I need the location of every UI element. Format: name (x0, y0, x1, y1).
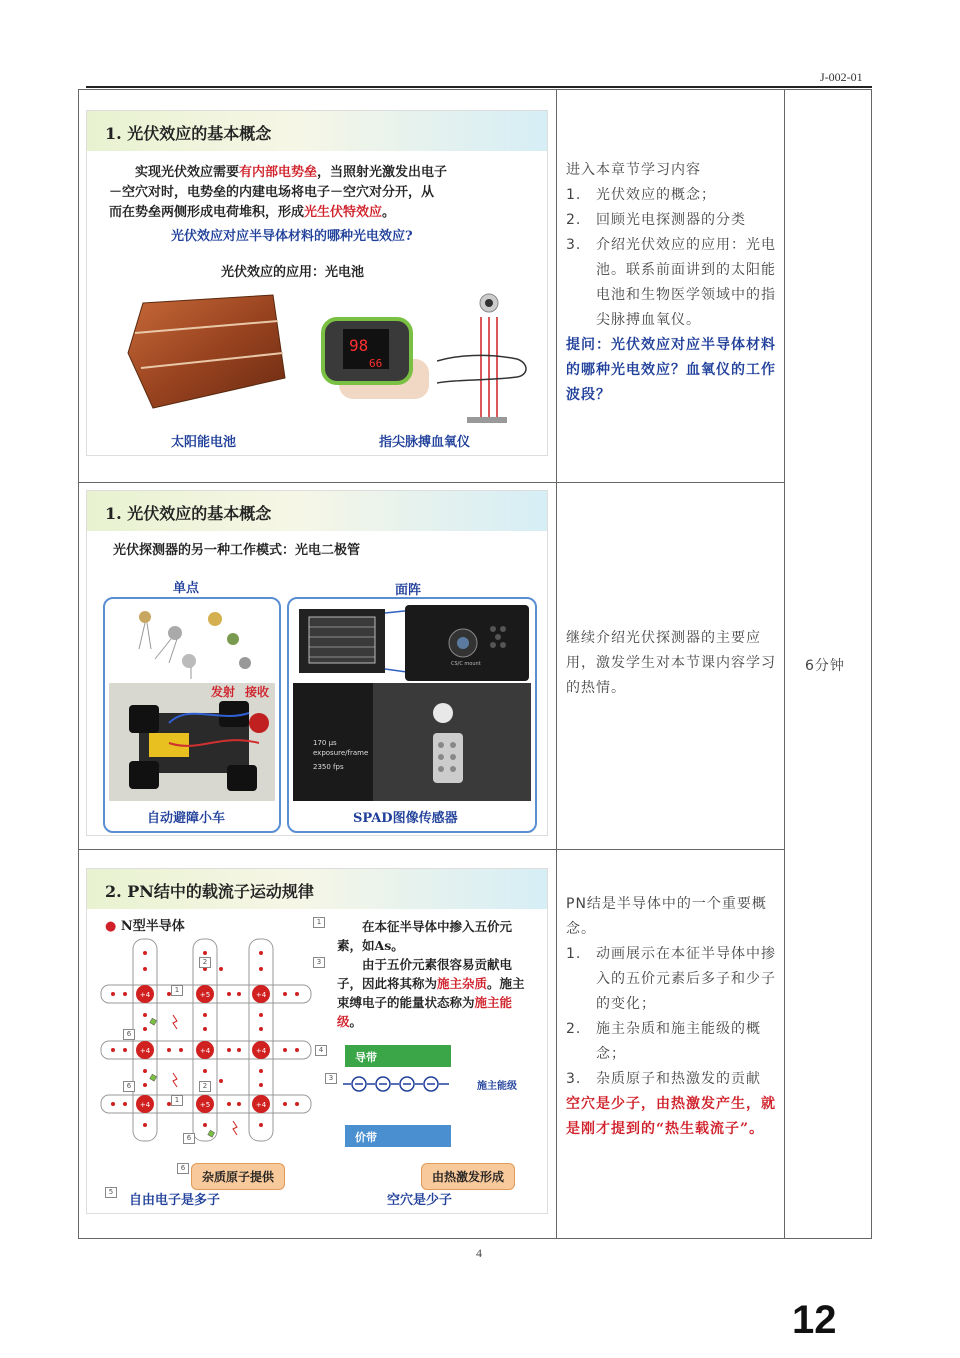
notes-item: 3. 介绍光伏效应的应用：光电池。联系前面讲到的太阳能电池和生物医学领域中的指尖脉搏血氧仪。 (566, 237, 776, 328)
caption-robot-car: 自动避障小车 (147, 811, 226, 826)
finger-light-diagram (437, 289, 542, 429)
oximeter-image (319, 309, 429, 414)
solar-cell-image (123, 293, 288, 411)
notes-item: 1. 光伏效应的概念； (566, 187, 716, 203)
page-number: 4 (476, 1246, 482, 1260)
notes-item: 3. 杂质原子和热激发的贡献 (566, 1071, 761, 1087)
teaching-notes-2: 继续介绍光伏探测器的主要应用，激发学生对本节课内容学习的热情。 (566, 630, 776, 696)
notes-intro: PN结是半导体中的一个重要概念。 (566, 896, 767, 937)
conduction-band: 导带 (345, 1045, 451, 1067)
step-marker: 1 (171, 1095, 183, 1106)
svg-text:exposure/frame: exposure/frame (313, 749, 369, 757)
label-array: 面阵 (395, 583, 422, 598)
step-marker: 3 (325, 1073, 337, 1084)
svg-text:+4: +4 (139, 1047, 151, 1055)
svg-text:170 μs: 170 μs (313, 739, 337, 747)
step-marker: 6 (177, 1163, 189, 1174)
notes-item: 2. 回顾光电探测器的分类 (566, 212, 746, 228)
slide-photodiode (86, 490, 548, 836)
step-marker: 2 (199, 957, 211, 968)
row-divider-2 (79, 849, 556, 850)
svg-text:66: 66 (369, 357, 383, 370)
sheet-number: 12 (792, 1298, 837, 1342)
label-single-point: 单点 (173, 581, 200, 596)
robot-car-image (109, 683, 275, 801)
svg-text:+4: +4 (139, 991, 151, 999)
slide-bullet: ● N型半导体 (105, 919, 185, 934)
slide-title: 1. 光伏效应的基本概念 (87, 111, 547, 151)
slide-title: 1. 光伏效应的基本概念 (87, 491, 547, 531)
caption-spad-sensor: SPAD图像传感器 (353, 811, 458, 826)
tag-impurity-atoms: 杂质原子提供 (191, 1163, 285, 1190)
svg-text:+4: +4 (255, 1101, 267, 1109)
notes-item: 1. 动画展示在本征半导体中掺入的五价元素后多子和少子的变化； (566, 946, 776, 1012)
slide-question: 光伏效应对应半导体材料的哪种光电效应? (171, 229, 413, 244)
caption-solar-cell: 太阳能电池 (171, 435, 237, 450)
row-divider-1 (79, 482, 556, 483)
svg-text:2350 fps: 2350 fps (313, 763, 344, 771)
row-divider-2-notes (556, 849, 784, 850)
donor-level-label: 施主能级 (477, 1081, 517, 1092)
svg-text:+4: +4 (255, 1047, 267, 1055)
image-sensor-image (293, 603, 533, 683)
notes-item: 2. 施主杂质和施主能级的概念； (566, 1021, 761, 1062)
slide-application: 光伏效应的应用：光电池 (221, 265, 365, 280)
notes-remark: 空穴是少子，由热激发产生，就是刚才提到的“热生载流子”。 (566, 1096, 776, 1137)
document-code: J-002-01 (820, 70, 863, 84)
slide-paragraph: 实现光伏效应需要有内部电势垒，当照射光激发出电子 －空穴对时，电势垒的内建电场将电子－空穴对分开，从 而在势垒两侧形成电荷堆积，形成光生伏特效应。 (109, 165, 448, 220)
step-marker: 6 (123, 1029, 135, 1040)
notes-question: 提问：光伏效应对应半导体材料的哪种光电效应？血氧仪的工作波段？ (566, 337, 776, 403)
slide-pn-junction (86, 868, 548, 1214)
step-marker: 1 (171, 985, 183, 996)
svg-text:CS/C mount: CS/C mount (451, 661, 481, 667)
caption-holes: 空穴是少子 (387, 1193, 453, 1208)
time-allocation: 6分钟 (805, 658, 845, 674)
svg-text:98: 98 (349, 336, 369, 355)
svg-text:+4: +4 (255, 991, 267, 999)
spad-image (293, 683, 531, 801)
step-marker: 5 (105, 1187, 117, 1198)
step-marker: 4 (315, 1045, 327, 1056)
photodiode-components-image (125, 603, 265, 679)
slide-title: 2. PN结中的载流子运动规律 (87, 869, 547, 909)
header-rule (86, 86, 872, 88)
step-marker: 3 (313, 957, 325, 968)
tag-thermal-excitation: 由热激发形成 (421, 1163, 515, 1190)
teaching-notes-1 (566, 158, 776, 408)
single-point-panel (103, 597, 281, 833)
svg-text:+4: +4 (139, 1101, 151, 1109)
step-marker: 1 (313, 917, 325, 928)
svg-text:+4: +4 (199, 1047, 211, 1055)
step-marker: 6 (183, 1133, 195, 1144)
step-marker: 2 (199, 1081, 211, 1092)
notes-intro: 进入本章节学习内容 (566, 162, 701, 178)
svg-text:+5: +5 (199, 991, 211, 999)
caption-free-electrons: 自由电子是多子 (129, 1193, 221, 1208)
label-receive: 接收 (245, 685, 270, 699)
column-divider-1 (556, 90, 557, 1238)
step-marker: 6 (123, 1081, 135, 1092)
array-panel (287, 597, 537, 833)
column-divider-2 (784, 90, 785, 1238)
slide-photovoltaic-concept (86, 110, 548, 456)
svg-text:+5: +5 (199, 1101, 211, 1109)
caption-oximeter: 指尖脉搏血氧仪 (379, 435, 471, 450)
slide-subtitle: 光伏探测器的另一种工作模式：光电二极管 (113, 543, 361, 558)
teaching-notes-3 (566, 892, 778, 1142)
row-divider-1-notes (556, 482, 784, 483)
slide-explanation: 在本征半导体中掺入五价元素，如As。 由于五价元素很容易贡献电子，因此将其称为施主杂质。施主束缚电子的能量状态称为施主能级。 (337, 919, 525, 1029)
donor-level-electrons (341, 1073, 461, 1095)
label-emit: 发射 (211, 685, 236, 699)
valence-band: 价带 (345, 1125, 451, 1147)
